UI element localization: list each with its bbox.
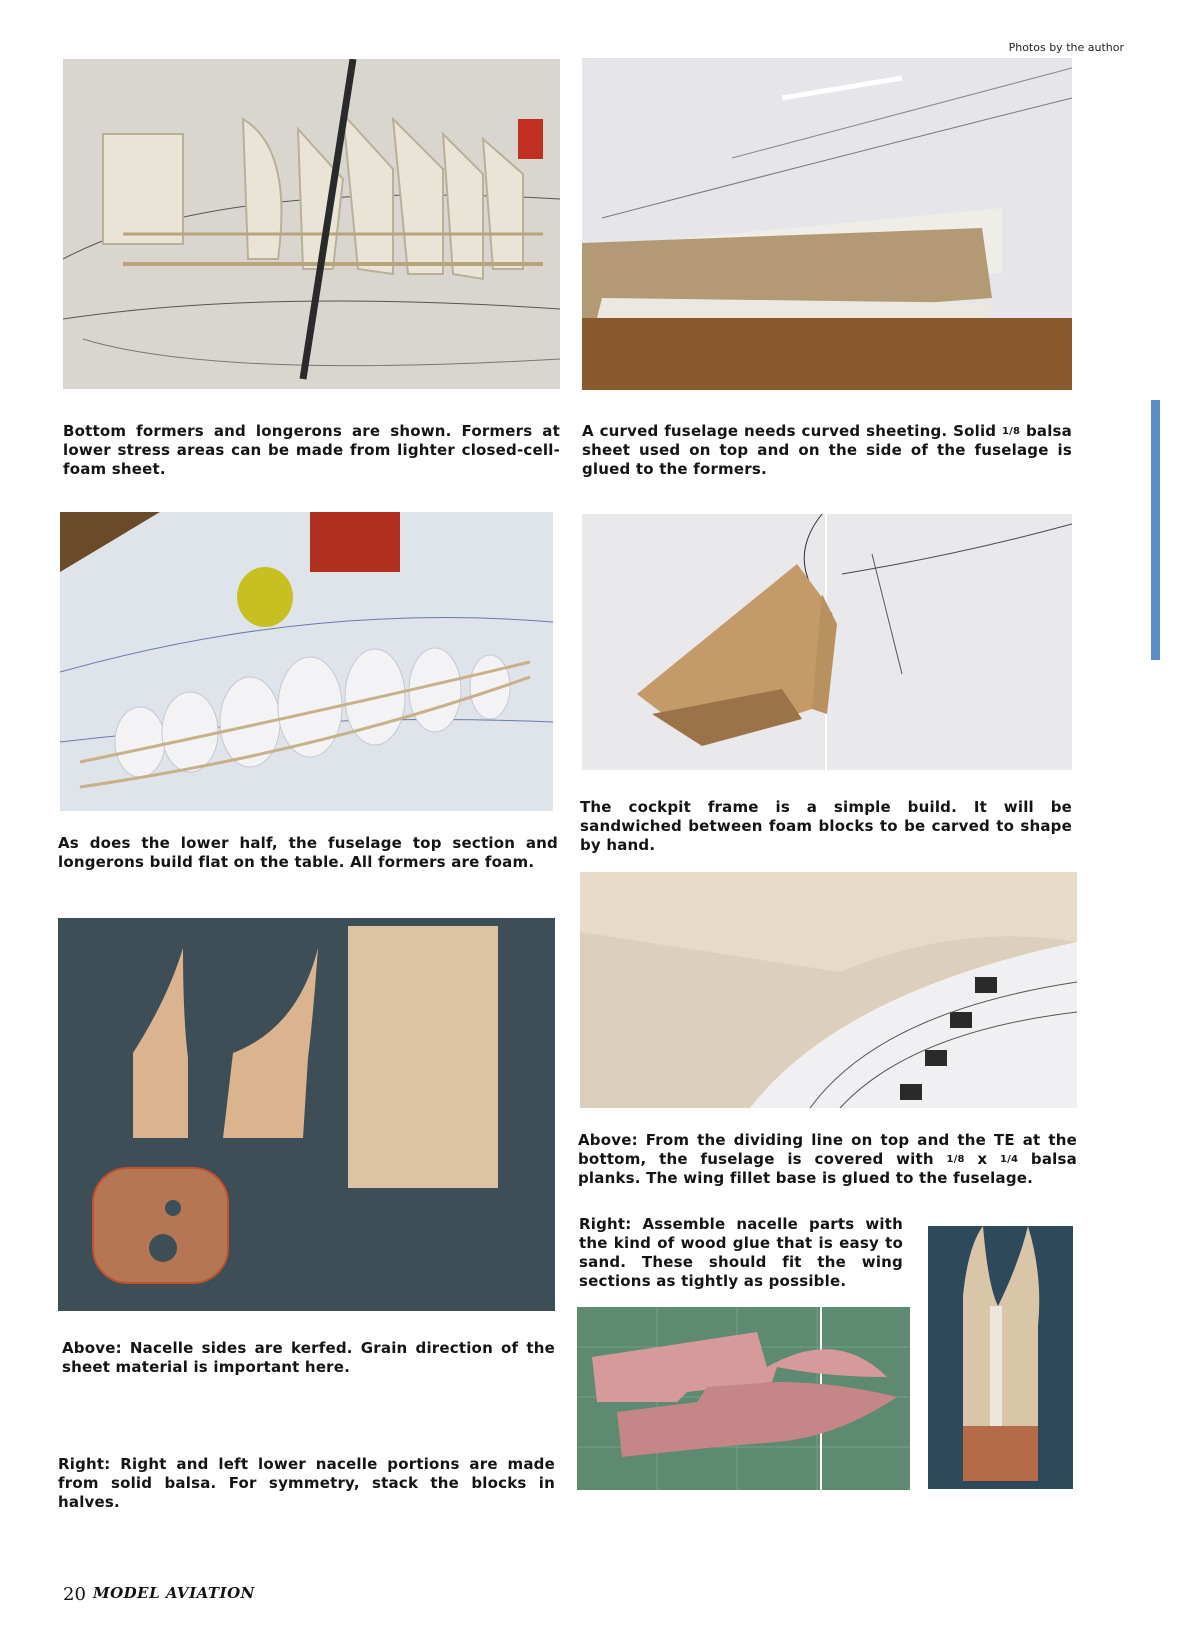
photo-credit: Photos by the author (1008, 41, 1124, 54)
page-number: 20 (63, 1584, 86, 1605)
caption-assemble-nacelle: Right: Assemble nacelle parts with the kind of wood glue that is easy to sand. These should fit the wing sections as tightly as possible. (579, 1215, 903, 1290)
fraction: 1/4 (1000, 1154, 1019, 1165)
caption-fuselage-top: As does the lower half, the fuselage top section and longerons build flat on the table. All formers are foam. (58, 834, 558, 871)
photo-assembled-nacelle (928, 1226, 1073, 1489)
caption-nacelle-sides: Above: Nacelle sides are kerfed. Grain direction of the sheet material is important here. (62, 1339, 555, 1376)
photo-balsa-blocks (577, 1307, 910, 1490)
section-tab (1151, 400, 1160, 660)
caption-text: A curved fuselage needs curved sheeting. Solid (582, 422, 1002, 440)
caption-cockpit-frame: The cockpit frame is a simple build. It will be sandwiched between foam blocks to be carved to shape by hand. (580, 798, 1072, 854)
caption-text: x (964, 1150, 1001, 1168)
photo-cockpit-frame (582, 514, 1072, 770)
caption-planked-fuselage (578, 1131, 1077, 1188)
caption-curved-sheeting (582, 422, 1072, 479)
caption-text: balsa planks. The wing fillet base is glued to the fuselage. (578, 1150, 1077, 1187)
caption-bottom-formers: Bottom formers and longerons are shown. Formers at lower stress areas can be made from lighter closed-cell-foam sheet. (63, 422, 560, 478)
photo-curved-sheeting (582, 58, 1072, 390)
photo-nacelle-sides (58, 918, 555, 1311)
photo-fuselage-top (60, 512, 553, 811)
photo-planked-fuselage (580, 872, 1077, 1108)
caption-lower-nacelle: Right: Right and left lower nacelle portions are made from solid balsa. For symmetry, stack the blocks in halves. (58, 1455, 555, 1511)
caption-text: Above: From the dividing line on top and the TE at the bottom, the fuselage is covered with (578, 1131, 1077, 1168)
fraction: 1/8 (946, 1154, 965, 1165)
magazine-logo: MODEL AVIATION (93, 1584, 255, 1602)
caption-text: balsa sheet used on top and on the side of the fuselage is glued to the formers. (582, 422, 1072, 478)
fraction: 1/8 (1002, 426, 1021, 437)
photo-bottom-formers (63, 59, 560, 389)
